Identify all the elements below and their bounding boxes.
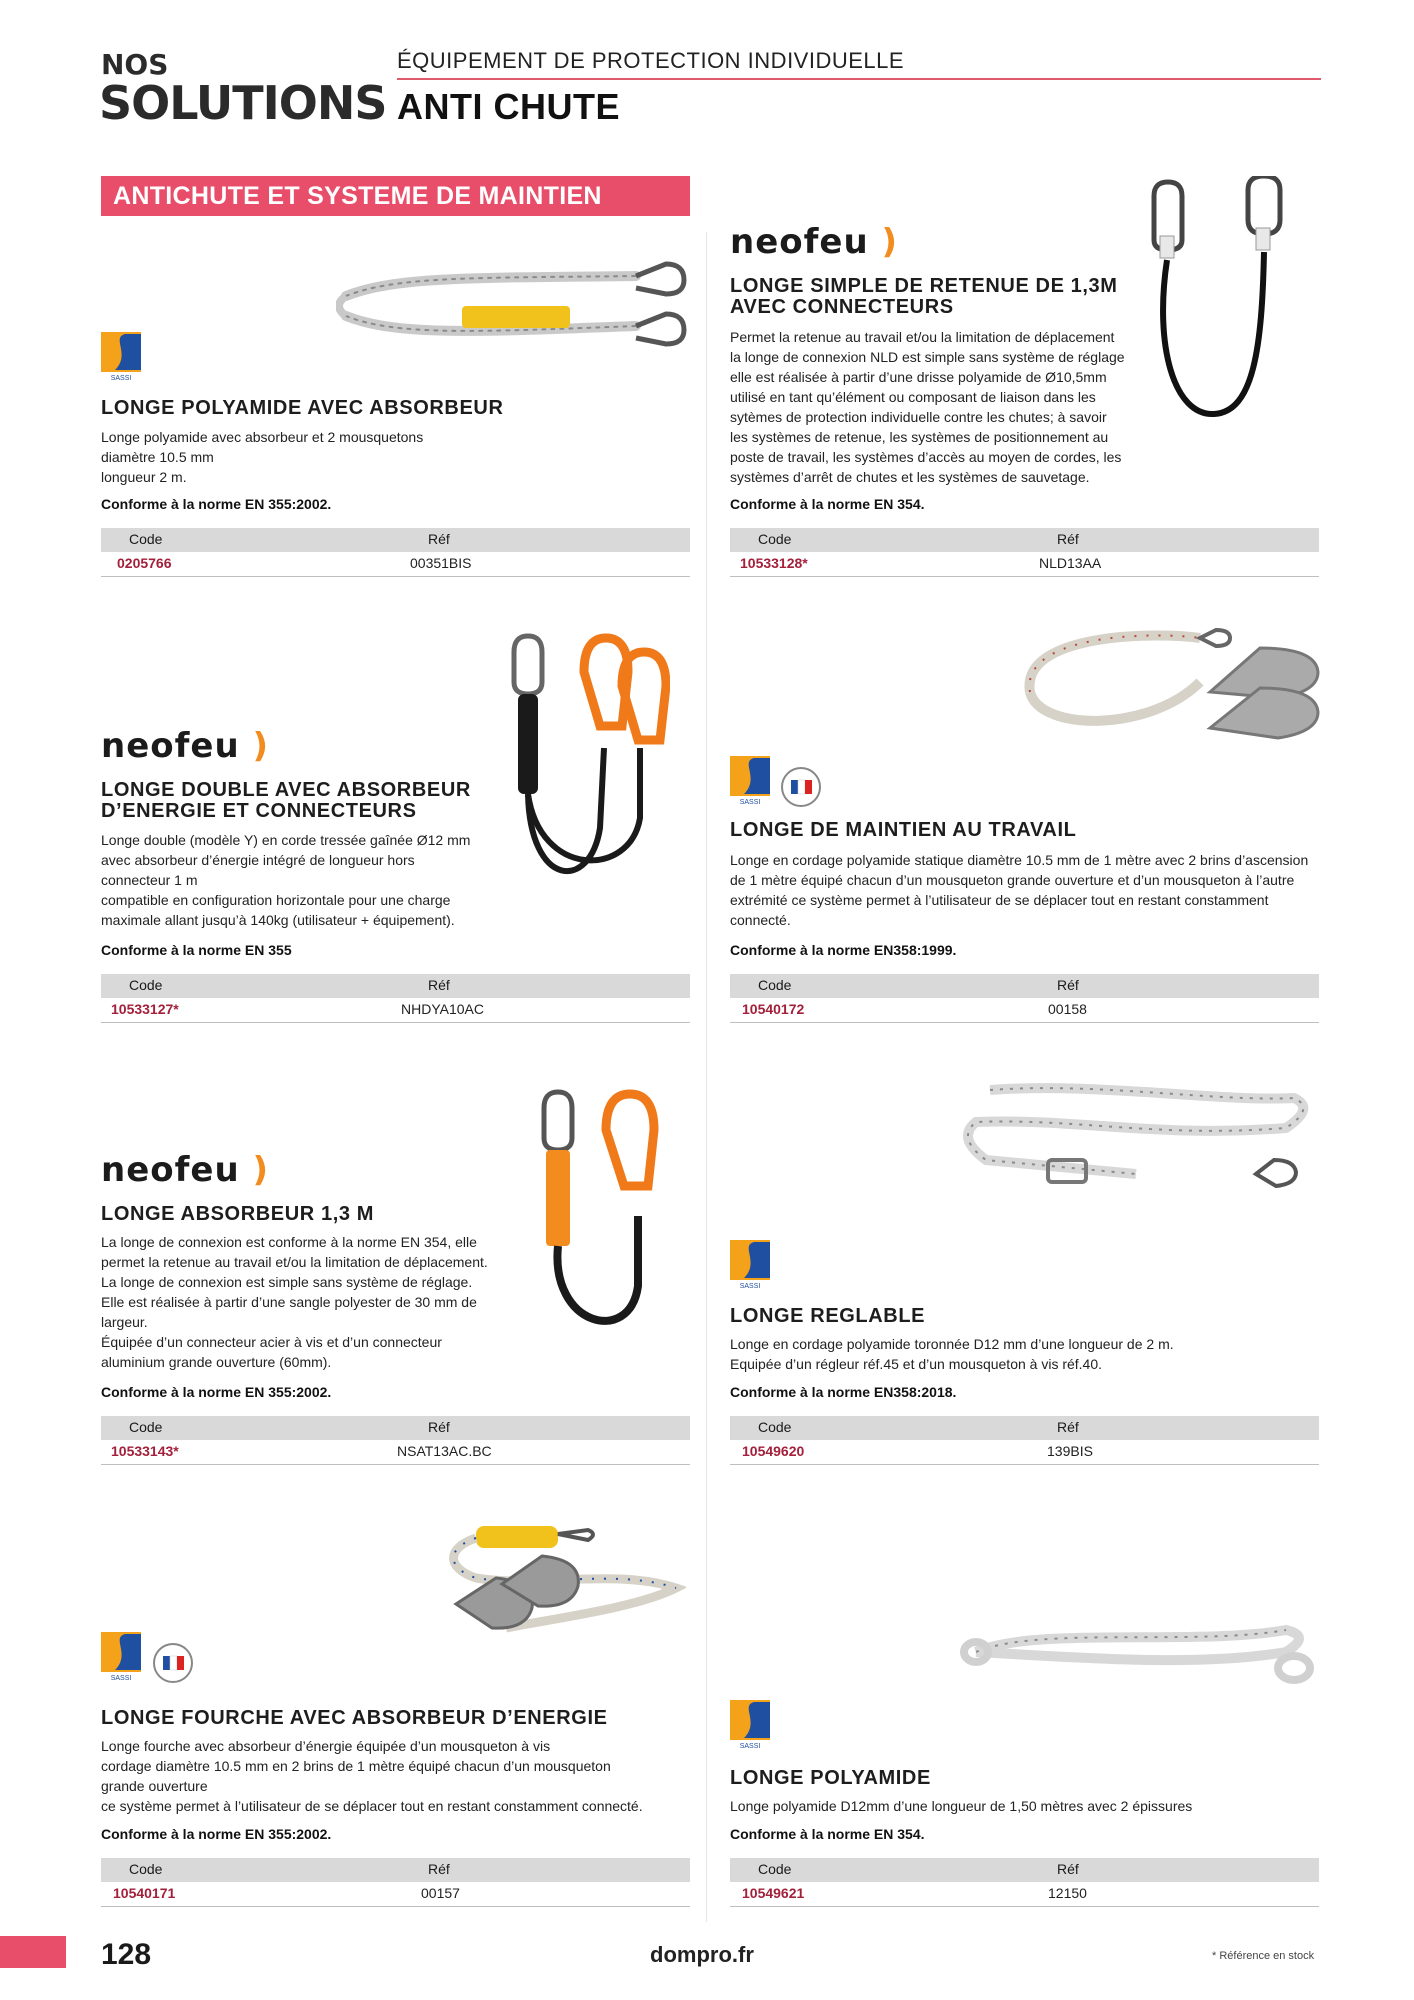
table-row: [730, 552, 1319, 577]
category-title: ÉQUIPEMENT DE PROTECTION INDIVIDUELLE: [397, 48, 905, 73]
website-link[interactable]: dompro.fr: [650, 1942, 754, 1967]
table-header: [730, 974, 1319, 998]
sassi-logo-icon: [730, 1240, 770, 1290]
section-label-solutions: SOLUTIONS: [99, 76, 387, 130]
svg-text:SASSI: SASSI: [739, 1743, 761, 1750]
product-image-polyamide-lanyard: [956, 1616, 1316, 1688]
product-norm: Conforme à la norme EN 354.: [730, 1826, 925, 1842]
product-title: LONGE DOUBLE AVEC ABSORBEUR D’ENERGIE ET CONNECTEURS: [101, 779, 471, 822]
neofeu-logo: neofeu ): [730, 222, 899, 262]
product-image-absorber-1-3m: [530, 1086, 660, 1350]
made-in-france-badge-icon: [780, 766, 822, 808]
code-header: Code: [758, 977, 792, 993]
product-table: [730, 1858, 1319, 1907]
ref-header: Réf: [1057, 1419, 1079, 1435]
product-code[interactable]: 10533127*: [111, 1001, 179, 1017]
table-row: [101, 1440, 690, 1465]
product-code[interactable]: 10540172: [742, 1001, 805, 1017]
product-description: Longe en cordage polyamide toronnée D12 mm d’une longueur de 2 m. Equipée d’un régleur réf.45 et d’un mousqueton à vis réf.40.: [730, 1336, 1174, 1372]
product-table: [730, 974, 1319, 1023]
product-table: [101, 528, 690, 577]
product-ref: 00351BIS: [410, 555, 472, 571]
ref-header: Réf: [428, 1861, 450, 1877]
product-code[interactable]: 10533128*: [740, 555, 808, 571]
product-norm: Conforme à la norme EN 355:2002.: [101, 1384, 332, 1400]
table-row: [101, 552, 690, 577]
table-header: [730, 1858, 1319, 1882]
product-norm: Conforme à la norme EN358:1999.: [730, 942, 957, 958]
product-table: [101, 974, 690, 1023]
table-header: [101, 1416, 690, 1440]
ref-header: Réf: [428, 531, 450, 547]
section-label-nos: NOS: [101, 48, 169, 81]
table-header: [101, 528, 690, 552]
svg-text:SASSI: SASSI: [739, 1283, 761, 1290]
product-norm: Conforme à la norme EN 355:2002.: [101, 496, 332, 512]
ref-header: Réf: [1057, 531, 1079, 547]
table-row: [730, 1440, 1319, 1465]
product-description: Permet la retenue au travail et/ou la limitation de déplacement la longe de connexion NLD est simple sans système de réglage elle est réalisée à partir d’une drisse polyamide de Ø10,5mm utilisé en tant qu’élément ou composant de liaison dans les sytèmes de protection individuelle contre les chutes; à savoir les systèmes de retenue, les systèmes de positionnement au poste de travail, les systèmes d’accès au moyen de cordes, les systèmes d’arrêt de chutes et les systèmes de sauvetage.: [730, 329, 1125, 485]
product-ref: 12150: [1048, 1885, 1087, 1901]
product-norm: Conforme à la norme EN 355:2002.: [101, 1826, 332, 1842]
product-table: [101, 1858, 690, 1907]
section-banner: ANTICHUTE ET SYSTEME DE MAINTIEN: [101, 176, 690, 216]
product-description: Longe en cordage polyamide statique diamètre 10.5 mm de 1 mètre avec 2 brins d’ascension de 1 mètre équipé chacun d’un mousqueton grande ouverture et d’un mousqueton à l’autre extrémité ce système permet à l’utilisateur de se déplacer tout en restant constamment connecté.: [730, 852, 1309, 928]
code-header: Code: [758, 531, 792, 547]
code-header: Code: [129, 531, 163, 547]
table-row: [730, 1882, 1319, 1907]
product-norm: Conforme à la norme EN 355: [101, 942, 292, 958]
table-row: [730, 998, 1319, 1023]
product-title: LONGE POLYAMIDE AVEC ABSORBEUR: [101, 397, 504, 419]
sassi-logo-icon: [730, 756, 770, 806]
product-code[interactable]: 10540171: [113, 1885, 176, 1901]
product-title: LONGE ABSORBEUR 1,3 M: [101, 1203, 375, 1225]
product-ref: NLD13AA: [1039, 555, 1102, 571]
product-description: Longe polyamide D12mm d’une longueur de 1,50 mètres avec 2 épissures: [730, 1798, 1193, 1814]
product-description: Longe double (modèle Y) en corde tressée gaînée Ø12 mm avec absorbeur d’énergie intégré de longueur hors connecteur 1 m compatible en configuration horizontale pour une charge maximale allant jusqu’à 140kg (utilisateur + équipement).: [101, 832, 471, 928]
code-header: Code: [129, 1861, 163, 1877]
table-row: [101, 1882, 690, 1907]
header-rule: [397, 78, 1321, 80]
code-header: Code: [758, 1861, 792, 1877]
product-table: [101, 1416, 690, 1465]
product-image-double-absorber: [500, 628, 670, 904]
product-ref: 00158: [1048, 1001, 1087, 1017]
page-tab-marker: [0, 1936, 66, 1968]
stock-footnote: * Référence en stock: [1212, 1950, 1315, 1962]
product-norm: Conforme à la norme EN 354.: [730, 496, 925, 512]
product-description: Longe fourche avec absorbeur d’énergie équipée d’un mousqueton à vis cordage diamètre 10.5 mm en 2 brins de 1 mètre équipé chacun d’un mousqueton grande ouverture ce système permet à l’utilisateur de se déplacer tout en restant constamment connecté.: [101, 1738, 643, 1814]
sassi-logo-icon: [101, 1632, 141, 1682]
product-title: LONGE DE MAINTIEN AU TRAVAIL: [730, 819, 1077, 841]
product-title: LONGE POLYAMIDE: [730, 1767, 931, 1789]
product-code[interactable]: 0205766: [117, 555, 172, 571]
product-description: La longe de connexion est conforme à la norme EN 354, elle permet la retenue au travail et/ou la limitation de déplacement. La longe de connexion est simple sans système de réglage. Elle est réalisée à partir d’une sangle polyester de 30 mm de largeur. Équipée d’un connecteur acier à vis et d’un connecteur aluminium grande ouverture (60mm).: [101, 1234, 488, 1370]
product-code[interactable]: 10549620: [742, 1443, 805, 1459]
column-divider: [706, 232, 707, 1922]
product-title: LONGE REGLABLE: [730, 1305, 926, 1327]
sassi-logo-icon: [730, 1700, 770, 1750]
neofeu-logo: neofeu ): [101, 726, 270, 766]
product-image-polyamide-absorber: [336, 256, 696, 352]
svg-text:SASSI: SASSI: [110, 1675, 132, 1682]
product-code[interactable]: 10533143*: [111, 1443, 179, 1459]
code-header: Code: [129, 1419, 163, 1435]
table-header: [101, 974, 690, 998]
svg-text:SASSI: SASSI: [739, 799, 761, 806]
neofeu-logo: neofeu ): [101, 1150, 270, 1190]
product-title: LONGE SIMPLE DE RETENUE DE 1,3M AVEC CONNECTEURS: [730, 275, 1118, 318]
product-description: Longe polyamide avec absorbeur et 2 mousquetons diamètre 10.5 mm longueur 2 m.: [101, 429, 424, 485]
code-header: Code: [758, 1419, 792, 1435]
ref-header: Réf: [428, 1419, 450, 1435]
product-ref: NSAT13AC.BC: [397, 1443, 492, 1459]
table-header: [730, 528, 1319, 552]
table-row: [101, 998, 690, 1023]
product-ref: NHDYA10AC: [401, 1001, 484, 1017]
ref-header: Réf: [1057, 1861, 1079, 1877]
product-code[interactable]: 10549621: [742, 1885, 805, 1901]
page-number: 128: [101, 1938, 152, 1971]
product-ref: 139BIS: [1047, 1443, 1093, 1459]
product-image-simple-retention: [1144, 176, 1304, 426]
product-image-work-positioning: [1010, 622, 1320, 752]
ref-header: Réf: [1057, 977, 1079, 993]
made-in-france-badge-icon: [152, 1642, 194, 1684]
sassi-logo-icon: [101, 332, 141, 382]
table-header: [730, 1416, 1319, 1440]
product-table: [730, 528, 1319, 577]
product-image-adjustable-lanyard: [956, 1078, 1316, 1198]
product-ref: 00157: [421, 1885, 460, 1901]
page-title: ANTI CHUTE: [397, 86, 620, 127]
svg-text:SASSI: SASSI: [110, 375, 132, 382]
table-header: [101, 1858, 690, 1882]
ref-header: Réf: [428, 977, 450, 993]
product-norm: Conforme à la norme EN358:2018.: [730, 1384, 957, 1400]
product-image-fork-absorber: [436, 1518, 686, 1648]
product-table: [730, 1416, 1319, 1465]
product-title: LONGE FOURCHE AVEC ABSORBEUR D’ENERGIE: [101, 1707, 608, 1729]
code-header: Code: [129, 977, 163, 993]
